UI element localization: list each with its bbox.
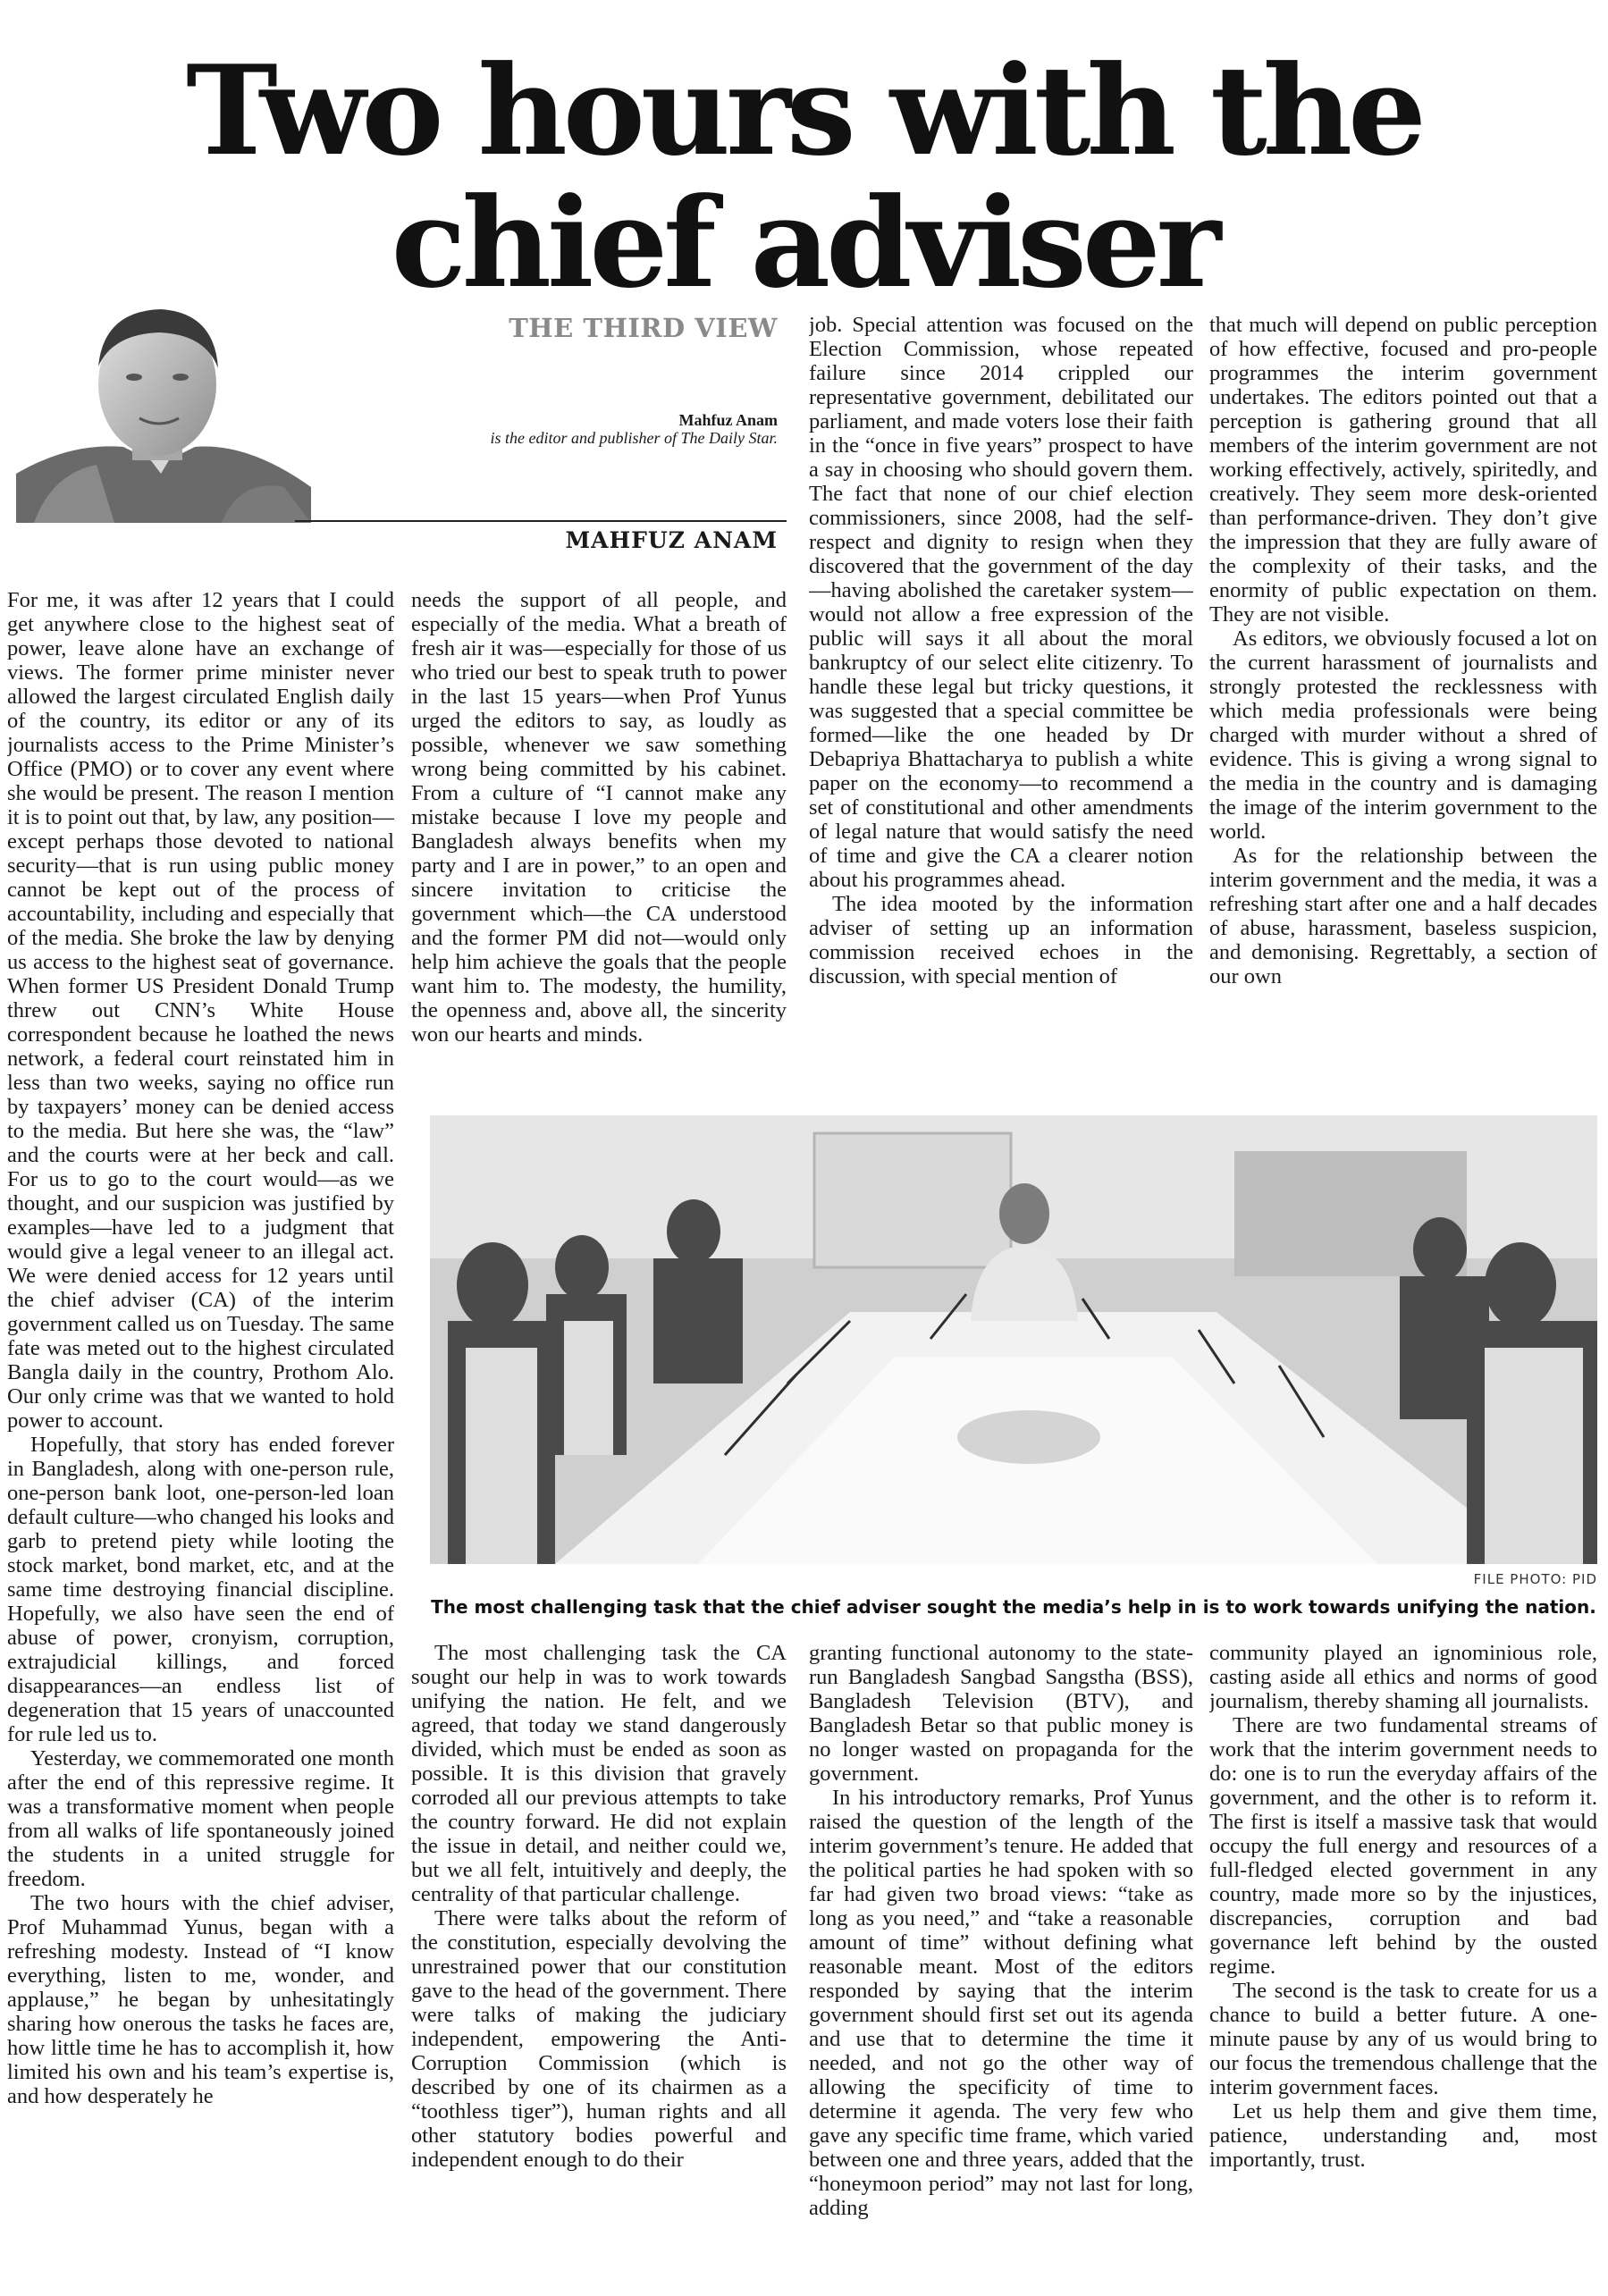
meeting-photo-image bbox=[430, 1115, 1597, 1564]
paragraph: job. Special attention was focused on the Election Commission, whose repeated failure since 2014 crippled our representative government, debilitated our parliament, and made voters lose their faith in the “once in five years” prospect to have a say in choosing who should govern them. The fact that none of our chief election commissioners, since 2008, had the self-respect and dignity to resign when they discovered that the government of the day—having abolished the caretaker system—would not allow a free expression of the public will says it all about the moral bankruptcy of our select elite citizenry. To handle these legal but tricky questions, it was suggested that a special committee be formed—like the one headed by Dr Debapriya Bhattacharya to publish a white paper on the economy—to recommend a set of constitutional and other amendments of legal nature that would satisfy the need of time and give the CA a clearer notion about his programmes ahead. bbox=[809, 313, 1193, 892]
paragraph: As for the relationship between the interim government and the media, it was a refreshing start after one and a half decades of abuse, harassment, baseless suspicion, and demonising. Regrettably, a section of our own bbox=[1209, 844, 1597, 988]
paragraph: In his introductory remarks, Prof Yunus raised the question of the length of the interim government’s tenure. He added that the political parties he had spoken with so far had given two broad views: “take as long as you need,” and “take a reasonable amount of time” without defining what reasonable meant. Most of the editors responded by saying that the interim government should first set out its agenda and use that to determine the time it needed, and not go the other way of allowing the specificity of time to determine it agenda. The very few who gave any specific time frame, which varied between one and three years, added that the “honeymoon period” may not last for long, adding bbox=[809, 1786, 1193, 2220]
column-4-top bbox=[1209, 313, 1597, 1094]
paragraph: There were talks about the reform of the constitution, especially devolving the unrestrained power that our constitution gave to the head of the government. There were talks of making the judiciary independent, empowering the Anti-Corruption Commission (which is described by one of its chairmen as a “toothless tiger”), human rights and all other statutory bodies powerful and independent enough to do their bbox=[411, 1906, 787, 2172]
column-2-bottom bbox=[411, 1641, 787, 2284]
paragraph: Hopefully, that story has ended forever in Bangladesh, along with one-person rule, one-person bank loot, one-person-led loan default culture—who changed his looks and garb to pretend piety while looting the stock market, bond market, etc, and at the same time destroying financial discipline. Hopefully, we also have seen the end of abuse of power, cronyism, corruption, extrajudicial killings, and forced disappearances—an endless list of degeneration that 15 years of unaccounted for rule led us to. bbox=[7, 1433, 394, 1746]
author-portrait bbox=[16, 295, 311, 523]
paragraph: The second is the task to create for us a chance to build a better future. A one-minute pause by any of us would bring to our focus the tremendous challenge that the interim government faces. bbox=[1209, 1979, 1597, 2099]
column-3-bottom bbox=[809, 1641, 1193, 2284]
column-4-bottom bbox=[1209, 1641, 1597, 2284]
paragraph: The idea mooted by the information adviser of setting up an information commission received echoes in the discussion, with special mention of bbox=[809, 892, 1193, 988]
meeting-photo bbox=[430, 1115, 1597, 1564]
photo-caption: The most challenging task that the chief adviser sought the media’s help in is to work towards unifying the nation. bbox=[431, 1596, 1596, 1618]
photo-credit: FILE PHOTO: PID bbox=[1473, 1571, 1597, 1587]
paragraph: As editors, we obviously focused a lot on the current harassment of journalists and strongly protested the recklessness with which media professionals were being charged with murder without a shred of evidence. This is giving a wrong signal to the media in the country and is damaging the image of the interim government to the world. bbox=[1209, 627, 1597, 844]
byline-rule bbox=[295, 520, 787, 522]
column-label: THE THIRD VIEW bbox=[509, 313, 778, 343]
author-name: Mahfuz Anam bbox=[678, 411, 778, 429]
column-2-top bbox=[411, 588, 787, 1094]
paragraph: community played an ignominious role, casting aside all ethics and norms of good journalism, thereby shaming all journalists. bbox=[1209, 1641, 1597, 1713]
paragraph: There are two fundamental streams of work that the interim government needs to do: one is to run the everyday affairs of the government, and the other is to reform it. The first is itself a massive task that would occupy the full energy and resources of a full-fledged elected government in any country, made more so by the injustices, discrepancies, corruption and bad governance left behind by the ousted regime. bbox=[1209, 1713, 1597, 1979]
paragraph: that much will depend on public perception of how effective, focused and pro-people programmes the interim government undertakes. The editors pointed out that a perception is gathering ground that all members of the interim government are not working effectively, actively, spiritedly, and creatively. They seem more desk-oriented than performance-driven. They don’t give the impression that they are fully aware of the complexity of their tasks, and the enormity of public expectation on them. They are not visible. bbox=[1209, 313, 1597, 627]
author-portrait-image bbox=[16, 295, 311, 523]
column-3-top bbox=[809, 313, 1193, 1094]
headline-line-2: chief adviser bbox=[391, 170, 1217, 315]
paragraph: granting functional autonomy to the state-run Bangladesh Sangbad Sangstha (BSS), Bangladesh Television (BTV), and Bangladesh Betar so that public money is no longer wasted on propaganda for the government. bbox=[809, 1641, 1193, 1786]
paragraph: For me, it was after 12 years that I could get anywhere close to the highest seat of power, leave alone have an exchange of views. The former prime minister never allowed the largest circulated English daily of the country, its editor or any of its journalists access to the Prime Minister’s Office (PMO) or to cover any event where she would be present. The reason I mention it is to point out that, by law, any position—except perhaps those devoted to national security—that is run using public money cannot be kept out of the process of accountability, including and especially that of the media. She broke the law by denying us access to the highest seat of governance. When former US President Donald Trump threw out CNN’s White House correspondent because he loathed the news network, a federal court reinstated him in less than two weeks, saying no office run by taxpayers’ money can be denied access to the media. But here she was, the “law” and the courts were at her beck and call. For us to go to the court would—as we thought, and our suspicion was justified by examples—have led to a judgment that would give a legal veneer to an illegal act. We were denied access for 12 years until the chief adviser (CA) of the interim government called us on Tuesday. The same fate was meted out to the highest circulated Bangla daily in the country, Prothom Alo. Our only crime was that we wanted to hold power to account. bbox=[7, 588, 394, 1433]
paragraph: Let us help them and give them time, patience, understanding and, most importantly, trust. bbox=[1209, 2099, 1597, 2172]
paragraph: needs the support of all people, and especially of the media. What a breath of fresh air it was—especially for those of us who tried our best to speak truth to power in the last 15 years—when Prof Yunus urged the editors to say, as loudly as possible, whenever we saw something wrong being committed by his cabinet. From a culture of “I cannot make any mistake because I love my people and Bangladesh always benefits when my party and I are in power,” to an open and sincere invitation to criticise the government which—the CA understood and the former PM did not—would only help him achieve the goals that the people want him to. The modesty, the humility, the openness and, above all, the sincerity won our hearts and minds. bbox=[411, 588, 787, 1047]
headline-line-1: Two hours with the bbox=[186, 38, 1422, 183]
paragraph: The two hours with the chief adviser, Prof Muhammad Yunus, began with a refreshing modesty. Instead of “I know everything, listen to me, wonder, and applause,” he began by unhesitatingly sharing how onerous the tasks he faces are, how little time he has to accomplish it, how limited his own and his team’s expertise is, and how desperately he bbox=[7, 1891, 394, 2108]
headline bbox=[0, 38, 1608, 315]
author-description: is the editor and publisher of The Daily Star. bbox=[490, 429, 778, 447]
author-name-caps: MAHFUZ ANAM bbox=[565, 527, 778, 553]
column-1 bbox=[7, 588, 394, 2286]
paragraph: Yesterday, we commemorated one month after the end of this repressive regime. It was a transformative moment when people from all walks of life spontaneously joined the students in a united struggle for freedom. bbox=[7, 1746, 394, 1891]
paragraph: The most challenging task the CA sought our help in was to work towards unifying the nation. He felt, and we agreed, that today we stand dangerously divided, which must be ended as soon as possible. It is this division that gravely corroded all our previous attempts to take the country forward. He did not explain the issue in detail, and neither could we, but we all felt, intuitively and deeply, the centrality of that particular challenge. bbox=[411, 1641, 787, 1906]
